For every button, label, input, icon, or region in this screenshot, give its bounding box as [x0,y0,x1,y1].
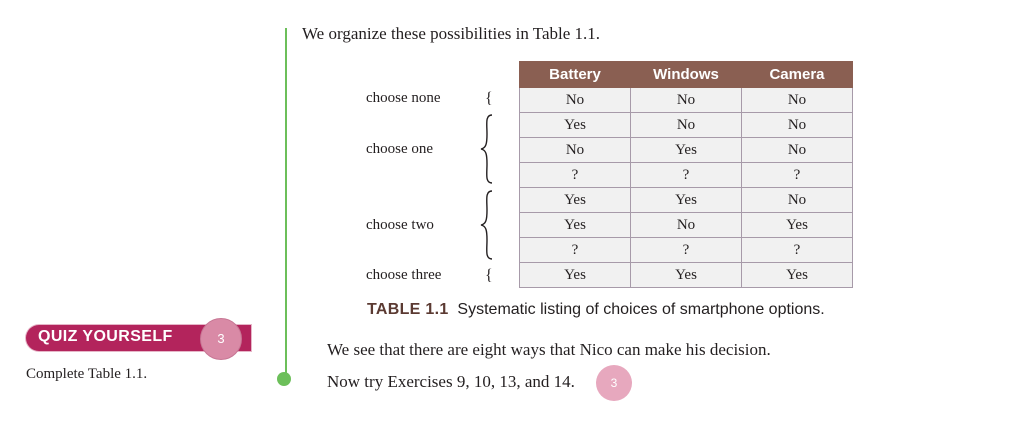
intro-text: We organize these possibilities in Table 1.1. [302,24,601,43]
table-cell: Yes [520,188,631,213]
table-row [520,138,853,163]
table-cell: No [631,213,742,238]
margin-rule [285,28,287,378]
table-cell: Yes [631,188,742,213]
options-table [519,61,853,288]
exercises-marker-badge: 3 [596,365,632,401]
table-row [520,263,853,288]
table-cell: No [520,88,631,113]
conclusion-text: We see that there are eight ways that Nico can make his decision. [327,340,771,359]
table-cell: Yes [742,263,853,288]
table-cell: Yes [520,263,631,288]
table-row [520,188,853,213]
table-cell: Yes [742,213,853,238]
table-row [520,163,853,188]
table-cell: Yes [520,213,631,238]
table-cell: No [631,113,742,138]
table-header-row [520,62,853,88]
brace-none: { [485,90,493,107]
table-cell: ? [742,163,853,188]
table-cell: No [742,88,853,113]
quiz-task: Complete Table 1.1. [26,366,148,382]
header-camera: Camera [742,62,853,88]
table-caption [367,301,825,319]
caption-label: TABLE 1.1 [367,301,449,318]
table-cell: ? [631,163,742,188]
table-cell: ? [742,238,853,263]
table-cell: Yes [631,263,742,288]
table-cell: No [742,188,853,213]
brace-one [480,114,494,184]
table-cell: Yes [631,138,742,163]
table-cell: No [520,138,631,163]
table-cell: No [631,88,742,113]
quiz-number-badge: 3 [200,318,242,360]
table-cell: No [742,138,853,163]
quiz-title: QUIZ YOURSELF [38,328,173,345]
table-cell: ? [520,163,631,188]
brace-three: { [485,267,493,284]
table-cell: ? [520,238,631,263]
table-row [520,213,853,238]
exercises-text: Now try Exercises 9, 10, 13, and 14. [327,372,575,391]
brace-two [480,190,494,260]
table-cell: Yes [520,113,631,138]
table-row [520,238,853,263]
group-label-one: choose one [366,141,434,157]
header-windows: Windows [631,62,742,88]
table-row [520,88,853,113]
margin-rule-dot [277,372,291,386]
caption-text: Systematic listing of choices of smartphone options. [457,301,825,318]
group-label-three: choose three [366,267,442,283]
table-cell: No [742,113,853,138]
group-label-two: choose two [366,217,434,233]
header-battery: Battery [520,62,631,88]
group-label-none: choose none [366,90,441,106]
table-row [520,113,853,138]
table-cell: ? [631,238,742,263]
